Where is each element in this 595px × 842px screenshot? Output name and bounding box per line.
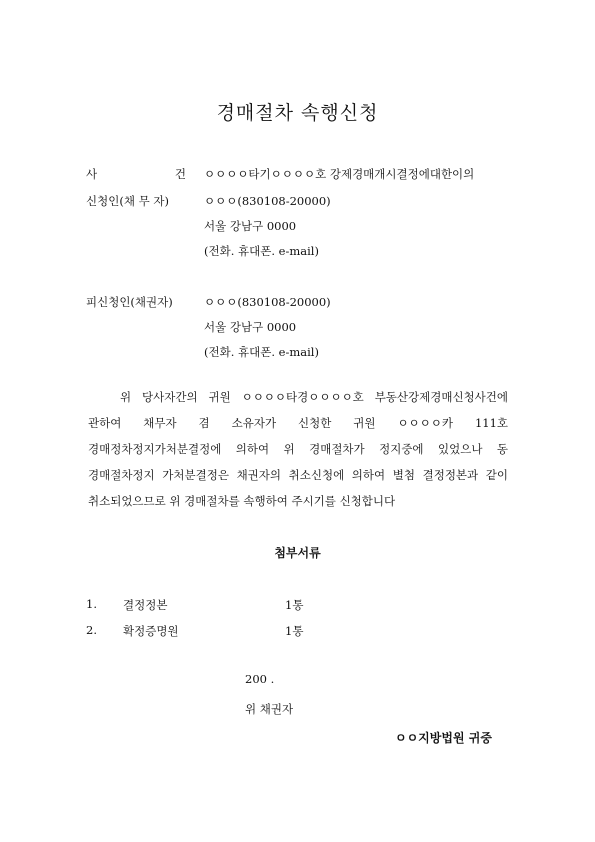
attachment-number: 1. <box>86 597 97 611</box>
applicant-contact: (전화. 휴대폰. e-mail) <box>204 244 319 258</box>
signer-label: 위 채권자 <box>245 702 294 716</box>
case-label-part: 사 <box>86 167 98 181</box>
body-paragraph: 위 당사자간의 귀원 ㅇㅇㅇㅇ타경ㅇㅇㅇㅇ호 부동산강제경매신청사건에 관하여 채무자 겸 소유자가 신청한 귀원 ㅇㅇㅇㅇ카 111호 경매정차정지가처분결정에 의하여 위 경매절차가 정지중에 있었으나 동 경매절차정지 가처분결정은 채권자의 취소신청에 의하여 별첨 결정정본과 같이 취소되었으므로 위 경매절차를 속행하여 주시기를 신청합니다 <box>88 390 508 508</box>
attachment-number: 2. <box>86 623 97 637</box>
attachment-name: 결정정본 <box>123 598 168 612</box>
applicant-address: 서울 강남구 0000 <box>204 219 297 233</box>
court-addressee: ㅇㅇ지방법원 귀중 <box>395 731 492 745</box>
case-label-part: 건 <box>174 167 186 181</box>
respondent-address: 서울 강남구 0000 <box>204 320 297 334</box>
respondent-contact: (전화. 휴대폰. e-mail) <box>204 345 319 359</box>
attachment-quantity: 1통 <box>285 598 304 612</box>
document-title: 경매절차 속행신청 <box>216 102 379 124</box>
applicant-label: 신청인(채 무 자) <box>86 194 169 208</box>
respondent-label: 피신청인(채권자) <box>86 295 173 309</box>
respondent-name: ㅇㅇㅇ(830108-20000) <box>204 295 331 309</box>
case-label <box>86 166 186 182</box>
attachments-heading: 첨부서류 <box>274 546 321 560</box>
attachment-name: 확정증명원 <box>123 624 179 638</box>
applicant-name: ㅇㅇㅇ(830108-20000) <box>204 194 331 208</box>
attachment-quantity: 1통 <box>285 624 304 638</box>
filing-date: 200 . <box>245 672 275 686</box>
case-value: ㅇㅇㅇㅇ타기ㅇㅇㅇㅇ호 강제경매개시결정에대한이의 <box>204 167 475 181</box>
